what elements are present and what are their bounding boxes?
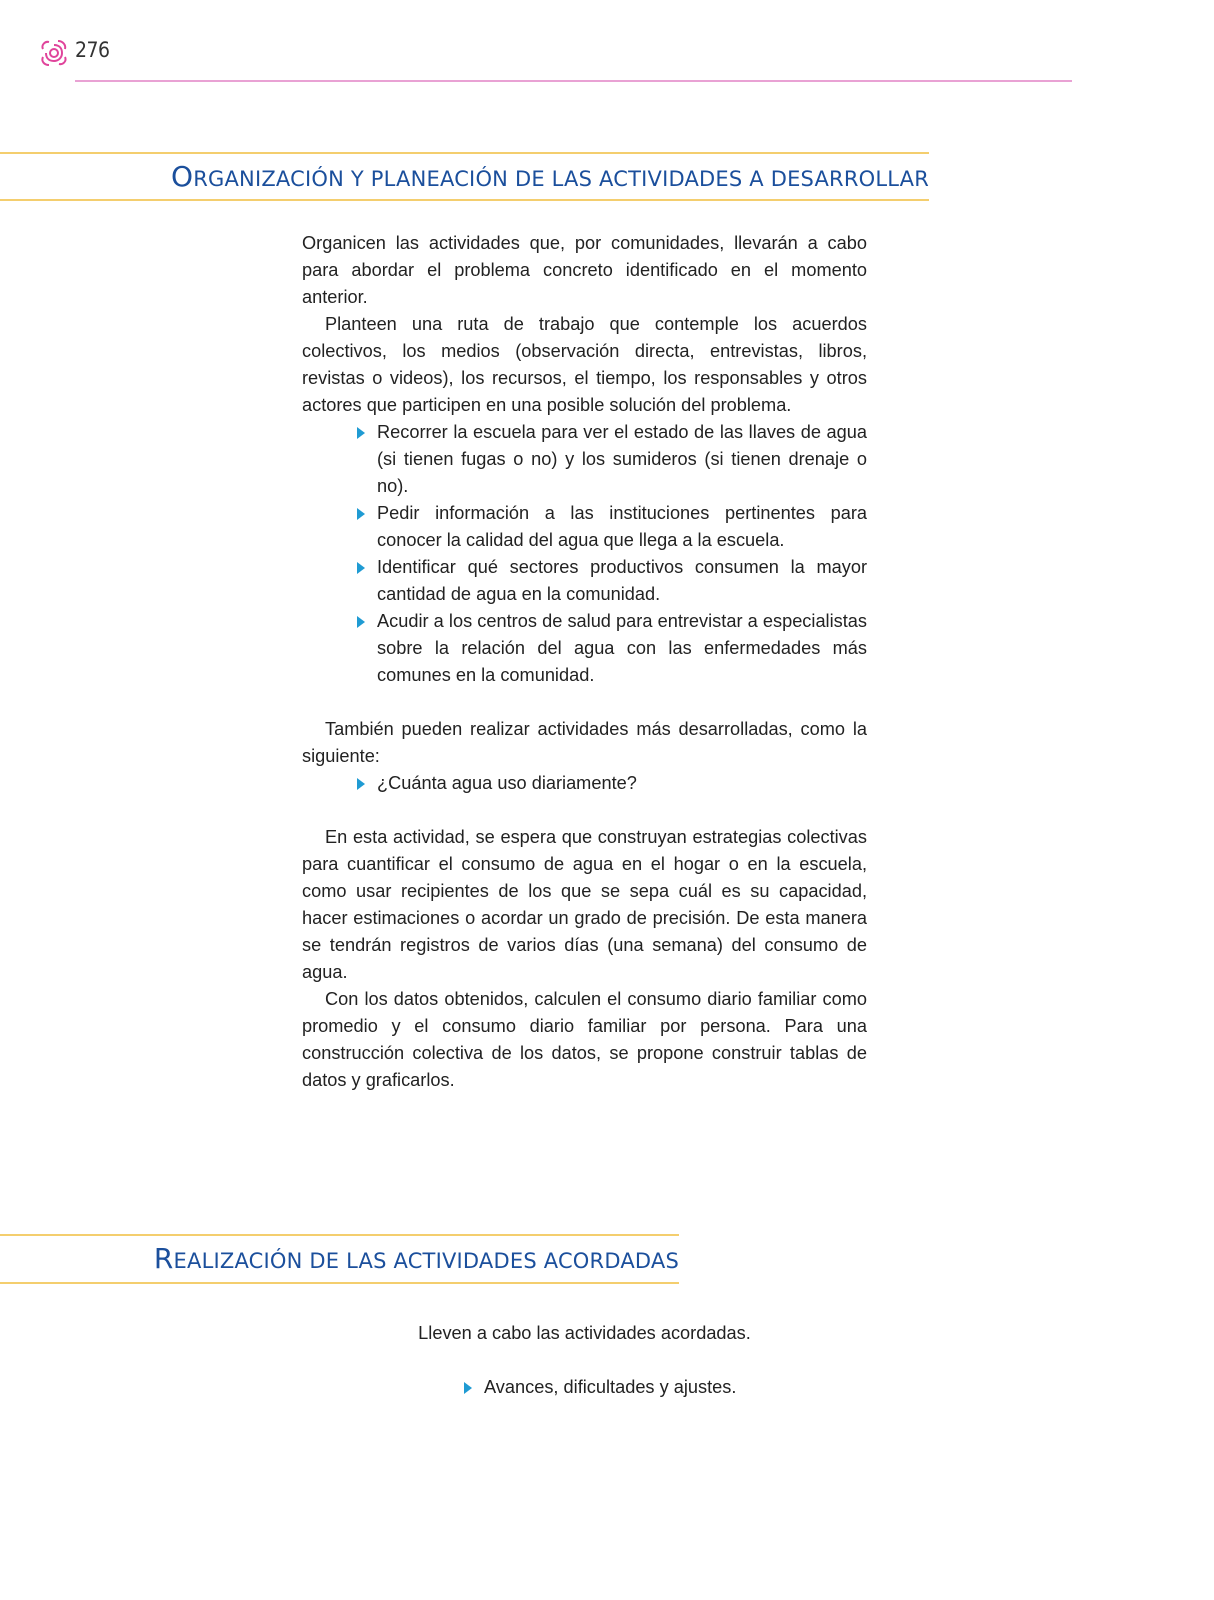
list-item: Pedir información a las instituciones pertinentes para conocer la calidad del agua que llega a la escuela. xyxy=(377,500,867,554)
triangle-bullet-icon xyxy=(357,562,365,574)
section-title-band xyxy=(0,152,929,201)
triangle-bullet-icon xyxy=(357,778,365,790)
bullet-list xyxy=(302,770,867,797)
section-body xyxy=(302,230,867,1094)
section-body xyxy=(302,1320,867,1401)
triangle-bullet-icon xyxy=(357,616,365,628)
bullet-list xyxy=(302,1374,867,1401)
triangle-bullet-icon xyxy=(357,427,365,439)
paragraph: Planteen una ruta de trabajo que contemple los acuerdos colectivos, los medios (observación directa, entrevistas, libros, revistas o videos), los recursos, el tiempo, los responsables y otros actores que participen en una posible solución del problema. xyxy=(302,314,867,415)
bullet-list xyxy=(302,419,867,689)
section-title: REALIZACIÓN DE LAS ACTIVIDADES ACORDADAS xyxy=(153,1242,679,1275)
spiral-flower-icon xyxy=(40,39,68,67)
list-item: Avances, dificultades y ajustes. xyxy=(484,1374,867,1401)
header-rule xyxy=(75,80,1072,82)
list-item: Identificar qué sectores productivos consumen la mayor cantidad de agua en la comunidad. xyxy=(377,554,867,608)
section-title-band xyxy=(0,1234,679,1284)
list-item: ¿Cuánta agua uso diariamente? xyxy=(377,770,867,797)
triangle-bullet-icon xyxy=(464,1382,472,1394)
list-item: Acudir a los centros de salud para entrevistar a especialistas sobre la relación del agua con las enfermedades más comunes en la comunidad. xyxy=(377,608,867,689)
paragraph: También pueden realizar actividades más desarrolladas, como la siguiente: xyxy=(302,719,867,766)
list-item: Recorrer la escuela para ver el estado de las llaves de agua (si tienen fugas o no) y los sumideros (si tienen drenaje o no). xyxy=(377,419,867,500)
paragraph: Con los datos obtenidos, calculen el consumo diario familiar como promedio y el consumo diario familiar por persona. Para una construcción colectiva de los datos, se propone construir tablas de datos y graficarlos. xyxy=(302,989,867,1090)
triangle-bullet-icon xyxy=(357,508,365,520)
paragraph: Organicen las actividades que, por comunidades, llevarán a cabo para abordar el problema concreto identificado en el momento anterior. xyxy=(302,233,867,307)
page-number: 276 xyxy=(75,38,110,62)
paragraph: Lleven a cabo las actividades acordadas. xyxy=(418,1323,751,1343)
paragraph: En esta actividad, se espera que construyan estrategias colectivas para cuantificar el consumo de agua en el hogar o en la escuela, como usar recipientes de los que se sepa cuál es su capacidad, hacer estimaciones o acordar un grado de precisión. De esta manera se tendrán registros de varios días (una semana) del consumo de agua. xyxy=(302,827,867,982)
section-title: ORGANIZACIÓN Y PLANEACIÓN DE LAS ACTIVIDADES A DESARROLLAR xyxy=(170,160,929,193)
